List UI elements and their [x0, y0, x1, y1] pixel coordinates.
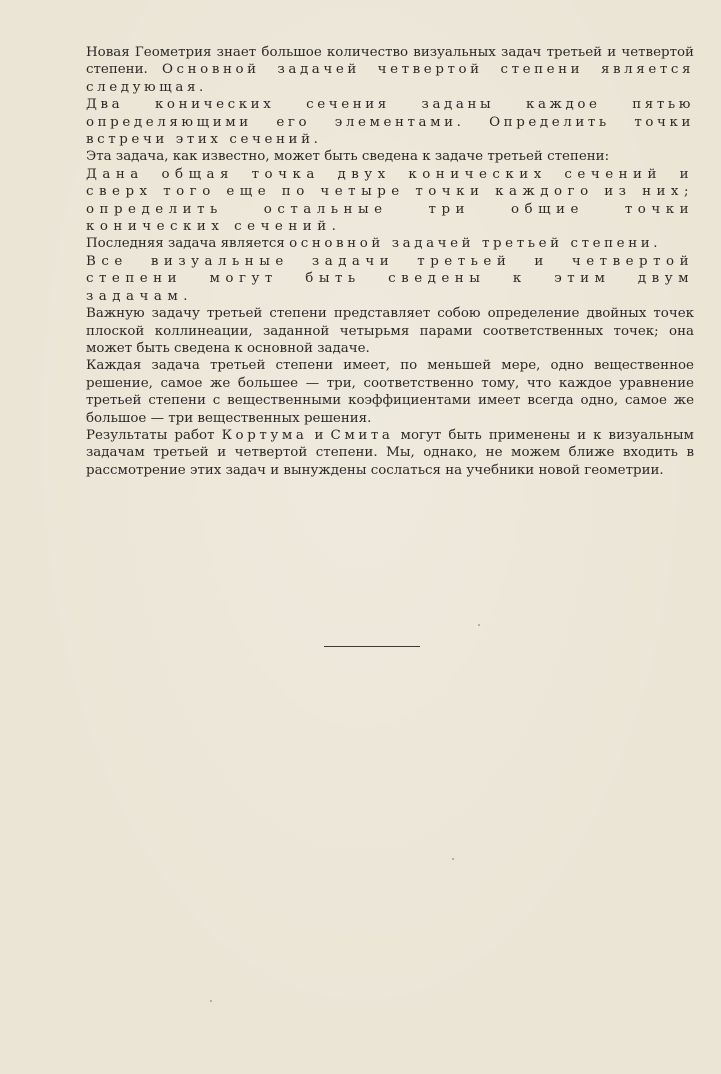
paragraph-9 — [86, 427, 694, 479]
body-text — [86, 44, 694, 479]
spaced-text-segment: Все визуальные задачи третьей и четвертой степени могут быть сведены к этим двум задачам. — [86, 253, 694, 304]
paragraph-2 — [86, 96, 694, 148]
text-segment: и — [307, 427, 331, 443]
text-segment: Новая Геометрия знает большое количество визуальных задач третьей и четвертой степени. — [86, 45, 694, 78]
text-segment: Результаты работ — [86, 427, 222, 443]
spaced-text-segment: Кортума — [221, 427, 308, 443]
paragraph-8 — [86, 357, 694, 427]
paragraph-6 — [86, 253, 694, 305]
spaced-text-segment: Основной задачей четвертой степени является следующая. — [86, 62, 695, 95]
paragraph-5 — [86, 235, 694, 252]
spaced-text-segment: Дана общая точка двух конических сечений и сверх того еще по четыре точки каждого из них; определить остальные три общие точки конических сечений. — [86, 166, 694, 235]
paragraph-3 — [86, 148, 694, 165]
text-segment: Каждая задача третьей степени имеет, по меньшей мере, одно вещественное решение, самое же большее — три, соответственно тому, что каждое уравнение третьей степени с вещественными коэффициентами имеет всегда одно, самое же большое — три вещественных решения. — [86, 358, 694, 426]
spaced-text-segment: Смита — [330, 427, 394, 443]
spaced-text-segment: основной задачей третьей степени. — [289, 236, 662, 252]
paper-speck — [210, 1000, 212, 1002]
section-divider — [324, 646, 420, 647]
spaced-text-segment: Два конических сечения заданы каждое пятью определяющими его элементами. Определить точки встречи этих сечений. — [86, 97, 694, 148]
paper-speck — [452, 858, 454, 860]
text-segment: Эта задача, как известно, может быть сведена к задаче третьей степени: — [86, 149, 610, 165]
paragraph-7 — [86, 305, 694, 357]
text-segment: могут быть применены и к визуальным задачам третьей и четвертой степени. Мы, однако, не можем ближе входить в рассмотрение этих задач и вынуждены сослаться на учебники новой геометрии. — [86, 427, 694, 478]
paper-speck — [478, 624, 480, 626]
text-segment: Важную задачу третьей степени представляет собою определение двойных точек плоской коллинеации, заданной четырьмя парами соответственных точек; она может быть сведена к основной задаче. — [86, 306, 694, 356]
paragraph-1 — [86, 44, 694, 96]
text-segment: Последняя задача является — [86, 236, 290, 252]
paragraph-4 — [86, 166, 694, 236]
